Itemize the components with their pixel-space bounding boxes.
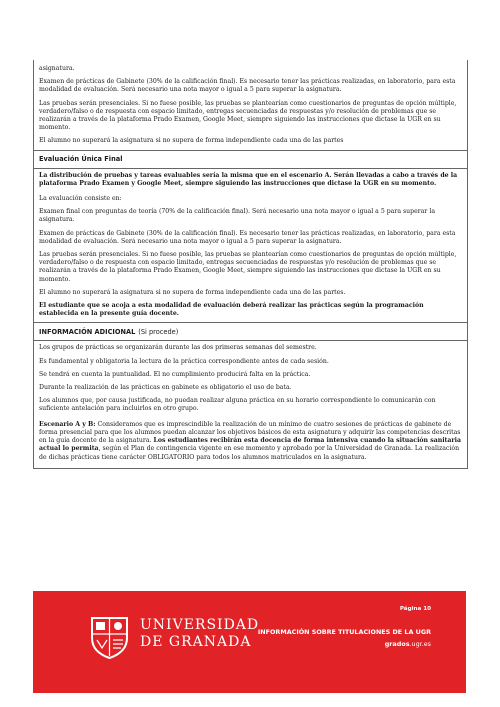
top-section [34,60,467,150]
section-title: INFORMACIÓN ADICIONAL [39,327,136,336]
escenario-label: Escenario A y B: [39,420,96,428]
paragraph: Los alumnos que, por causa justificada, no puedan realizar alguna práctica en su horario correspondiente lo comunicarán con suficiente antelación para incluirlos en otro grupo. [39,397,436,413]
section-title-note: (Si procede) [138,327,179,336]
paragraph: Examen final con preguntas de teoría (70% de la calificación final). Será necesario una nota mayor o igual a 5 para superar la asignatura. [39,208,436,224]
university-name-line: DE GRANADA [140,634,252,650]
paragraph: Es fundamental y obligatoria la lectura de la práctica correspondiente antes de cada sesión. [39,357,329,365]
university-name-line: UNIVERSIDAD [140,617,260,633]
escenario-text: Consideramos que es imprescindible la realización de un mínimo de cuatro sesiones de prácticas de gabinete de forma presencial para que los alumnos puedan alcanzar los objetivos básicos de esta asignatura y adquirir las competencias descritas en la guía docente de la asignatura. [39,420,461,445]
paragraph: Examen de prácticas de Gabinete (30% de la calificación final). Es necesario tener las prácticas realizadas, en laboratorio, para esta modalidad de evaluación. Será necesario una nota mayor o igual a 5 para superar la asignatura. [39,78,456,94]
section-header-evaluacion-unica [34,150,467,169]
page-number: Página 10 [399,606,431,612]
intro-paragraph: La distribución de pruebas y tareas evaluables sería la misma que en el escenario A. Serán llevadas a cabo a través de la plataforma Prado Examen y Google Meet, siempre siguiendo las instrucciones que dictase la UGR en su momento. [39,171,458,187]
informacion-adicional-section [34,341,467,468]
paragraph: El alumno no superará la asignatura si no supera de forma independiente cada una de las partes [39,137,344,145]
ugr-crest-icon [88,614,131,660]
paragraph: Las pruebas serán presenciales. Si no fuese posible, las pruebas se plantearían como cuestionarios de preguntas de opción múltiple, verdadero/falso o de respuesta con espacio limitado, entregas secuenciadas de respuestas y/o resolución de problemas que se realizarán a través de la plataforma Prado Examen, Google Meet, siempre siguiendo las instrucciones que dictase la UGR en su momento. [39,251,457,283]
footer-banner [33,591,466,693]
guide-document [33,60,468,469]
paragraph: Los grupos de prácticas se organizarán durante las dos primeras semanas del semestre. [39,344,317,352]
url-suffix: .ugr.es [409,640,431,648]
escenario-text: , según el Plan de contingencia vigente en ese momento y aprobado por la Universidad de Granada. La realización de dichas prácticas tiene carácter OBLIGATORIO para todos los alumnos matriculados en la asignatura. [39,445,460,461]
closing-paragraph: El estudiante que se acoja a esta modalidad de evaluación deberá realizar las prácticas según la programación establecida en la presente guía docente. [39,302,424,318]
paragraph: Durante la realización de las prácticas en gabinete es obligatorio el uso de bata. [39,384,292,392]
paragraph: Se tendrá en cuenta la puntualidad. El no cumplimiento producirá falta en la práctica. [39,370,311,378]
paragraph: Las pruebas serán presenciales. Si no fuese posible, las pruebas se plantearían como cuestionarios de preguntas de opción múltiple, verdadero/falso o de respuesta con espacio limitado, entregas secuenciadas de respuestas y/o resolución de problemas que se realizarán a través de la plataforma Prado Examen, Google Meet, siempre siguiendo las instrucciones que dictase la UGR en su momento. [39,99,457,132]
paragraph: La evaluación consiste en: [39,195,122,203]
university-name [140,617,259,651]
section-title: Evaluación Única Final [39,155,123,164]
info-title: INFORMACIÓN SOBRE TITULACIONES DE LA UGR [257,628,431,636]
escenario-bold-text: Los estudiantes recibirán esta docencia de forma intensiva cuando la situación sanitaria actual lo permita [39,437,462,453]
paragraph: El alumno no superará la asignatura si no supera de forma independiente cada una de las partes. [39,288,346,296]
evaluacion-unica-section [34,169,467,323]
grados-link[interactable] [385,640,431,648]
paragraph: asignatura. [39,65,75,72]
escenario-paragraph [39,421,462,462]
paragraph: Examen de prácticas de Gabinete (30% de la calificación final). Es necesario tener las prácticas realizadas, en laboratorio, para esta modalidad de evaluación. Será necesario una nota mayor o igual a 5 para superar la asignatura. [39,229,456,245]
url-prefix: grados [384,640,410,648]
section-header-informacion-adicional [34,322,467,341]
